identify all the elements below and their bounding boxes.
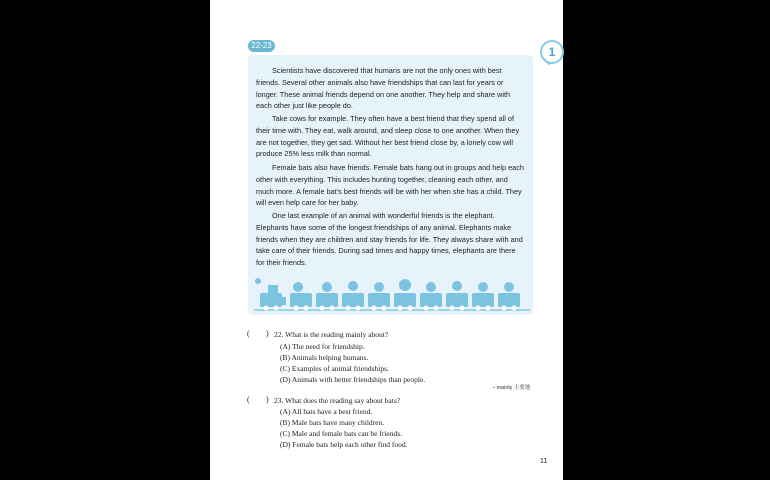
reading-paragraph-4: One last example of an animal with wonderful friends is the elephant. Elephants have some of the longest friendships of any animal. Elephants make friends when they are children and stay friends for life. They always share with and take care of their friends. During sad times and happy times, elephants are there for their friends. [256,211,523,268]
vocab-note [493,383,530,391]
book-page [210,0,563,480]
question-23-option-a: (A) All bats have a best friend. [280,407,373,416]
answer-paren-close-23[interactable]: ) [266,395,269,404]
answer-paren-close-22[interactable]: ) [266,329,269,338]
question-22-option-c: (C) Examples of animal friendships. [280,364,389,373]
question-23-stem: 23. What does the reading say about bats? [274,396,401,405]
question-range-tag: 22-23 [248,40,275,52]
reading-paragraph-1: Scientists have discovered that humans are not the only ones with best friends. Several other animals also have friendships that can last for years or longer. These animal friends depend on one another. They help and share with each other just like people do. [256,66,511,111]
answer-paren-open-23[interactable]: ( [247,395,250,404]
question-22-option-b: (B) Animals helping humans. [280,353,369,362]
animal-train-illustration [254,275,530,313]
question-23-option-b: (B) Male bats have many children. [280,418,385,427]
reading-paragraph-2: Take cows for example. They often have a best friend that they spend all of their time with. They eat, walk around, and sleep close to one another. When they are not together, they get sad. Without her best friend close by, a lonely cow will produce 25% less milk than normal. [256,114,520,159]
page-number: 11 [540,458,548,465]
reading-paragraph-3: Female bats also have friends. Female bats hang out in groups and help each other with everything. This includes hunting together, cleaning each other, and much more. A female bat's best friends will be with her when she has a child. They will even help care for her baby. [256,163,524,208]
question-22-option-d: (D) Animals with better friendships than people. [280,375,426,384]
unit-tab-magnifier-icon: 1 [540,40,564,64]
question-22-stem: 22. What is the reading mainly about? [274,330,389,339]
question-22-option-a: (A) The need for friendship. [280,342,365,351]
question-23-option-c: (C) Male and female bats can be friends. [280,429,403,438]
note-bullet: • [493,385,495,391]
question-23-option-d: (D) Female bats help each other find food. [280,440,408,449]
answer-paren-open-22[interactable]: ( [247,329,250,338]
note-text: mainly 主要地 [496,385,531,391]
